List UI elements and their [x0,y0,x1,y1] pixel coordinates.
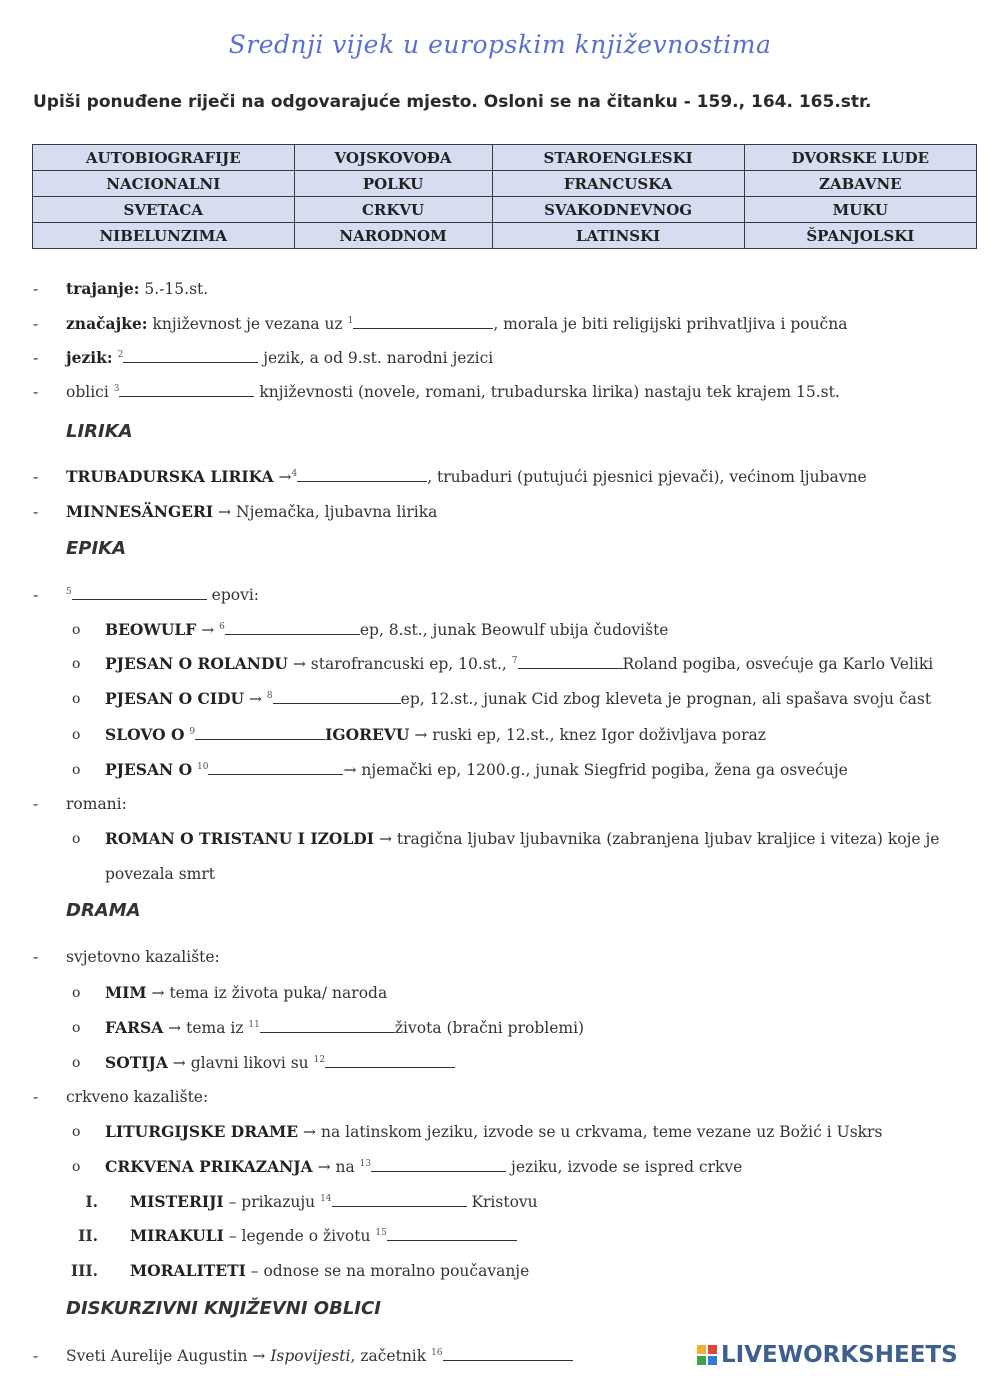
section-heading-diskurzivni: DISKURZIVNI KNJIŽEVNI OBLICI [66,1298,381,1319]
label-mirakuli: MIRAKULI [130,1226,224,1245]
arrow-icon: → [378,830,392,848]
section-heading-epika: EPIKA [66,538,127,559]
bullet-marker: o [72,985,81,1001]
arrow-icon: → [252,1347,266,1365]
text: jeziku, izvode se ispred crkve [506,1158,743,1176]
text: tragična ljubav ljubavnika (zabranjena ljubav kraljice i viteza) koje je [391,830,940,848]
blank-number: 8 [266,690,273,701]
text: , trubaduri (putujući pjesnici pjevači), većinom ljubavne [427,468,867,486]
blank-input-16[interactable] [443,1346,573,1361]
word-bank-cell: CRKVU [294,197,492,223]
blank-number: 10 [197,761,209,772]
dash-marker: - [33,280,39,298]
blank-number: 14 [320,1193,332,1204]
text: ep, 8.st., junak Beowulf ubija čudovište [359,621,669,639]
text: Njemačka, ljubavna lirika [231,503,438,521]
word-bank-row [33,171,977,197]
label-cid: PJESAN O CIDU [105,689,245,708]
bullet-marker: o [72,1159,81,1175]
word-bank-cell: NACIONALNI [33,171,295,197]
section-heading-drama: DRAMA [66,900,141,921]
dash-marker: - [33,503,39,521]
text: jezik, a od 9.st. narodni jezici [258,349,494,367]
logo-mark-icon [697,1345,717,1365]
blank-number: 1 [347,315,354,326]
blank-input-10[interactable] [208,760,343,775]
roman-numeral: I. [85,1192,98,1211]
word-bank-cell: ZABAVNE [744,171,976,197]
text: na latinskom jeziku, izvode se u crkvama, teme vezane uz Božić i Uskrs [316,1123,883,1141]
bullet-marker: o [72,1124,81,1140]
bullet-marker: o [72,831,81,847]
text: književnosti (novele, romani, trubadurska lirika) nastaju tek krajem 15.st. [254,383,840,401]
label-jezik: jezik: [66,348,113,367]
text: života (bračni problemi) [394,1019,585,1037]
text: ep, 12.st., junak Cid zbog kleveta je prognan, ali spašava svoju čast [400,690,932,708]
liveworksheets-logo [697,1340,958,1370]
blank-input-6[interactable] [225,620,360,635]
text: oblici [66,383,114,401]
word-bank-cell: POLKU [294,171,492,197]
label-moraliteti: MORALITETI [130,1261,246,1280]
dash-marker: - [33,315,39,333]
text: svjetovno kazalište: [66,948,220,966]
word-bank-table [32,144,977,249]
arrow-icon: → [278,468,292,486]
arrow-icon: → [172,1054,186,1072]
word-bank-cell: ŠPANJOLSKI [744,223,976,249]
dash-marker: - [33,948,39,966]
blank-input-8[interactable] [273,689,401,704]
bullet-marker: o [72,656,81,672]
blank-number: 11 [248,1019,260,1030]
blank-input-13[interactable] [371,1157,506,1172]
text: crkveno kazalište: [66,1088,209,1106]
word-bank-row [33,197,977,223]
text: ruski ep, 12.st., knez Igor doživljava poraz [427,726,766,744]
blank-input-9[interactable] [195,725,325,740]
text: njemački ep, 1200.g., junak Siegfrid pogiba, žena ga osvećuje [356,761,848,779]
dash-marker: - [33,468,39,486]
arrow-icon: → [414,726,428,744]
blank-number: 4 [291,468,298,479]
word-bank-row [33,223,977,249]
text: glavni likovi su [185,1054,314,1072]
text: – odnose se na moralno poučavanje [245,1262,530,1280]
worksheet-title: Srednji vijek u europskim književnostima [228,30,772,59]
bullet-marker: o [72,622,81,638]
blank-input-11[interactable] [260,1018,395,1033]
text: književnost je vezana uz [147,315,348,333]
label-slovo: SLOVO O [105,725,185,744]
text: 5.-15.st. [139,280,209,298]
blank-number: 15 [375,1227,387,1238]
bullet-marker: o [72,691,81,707]
blank-input-5[interactable] [72,585,207,600]
label-tristan: ROMAN O TRISTANU I IZOLDI [105,829,374,848]
word-bank-cell: AUTOBIOGRAFIJE [33,145,295,171]
blank-number: 6 [219,621,225,632]
word-bank-cell: STAROENGLESKI [492,145,744,171]
dash-marker: - [33,1088,39,1106]
section-heading-lirika: LIRIKA [66,421,133,442]
arrow-icon: → [168,1019,182,1037]
bullet-marker: o [72,762,81,778]
arrow-icon: → [151,984,165,1002]
blank-input-4[interactable] [297,467,427,482]
label-beowulf: BEOWULF [105,620,197,639]
word-bank-row [33,145,977,171]
blank-number: 2 [117,349,124,360]
word-bank-cell: MUKU [744,197,976,223]
word-bank-cell: LATINSKI [492,223,744,249]
text: romani: [66,795,127,813]
label-igorevu: IGOREVU [325,725,410,744]
instructions: Upiši ponuđene riječi na odgovarajuće mjesto. Osloni se na čitanku - 159., 164. 165.str. [33,92,872,112]
label-misteriji: MISTERIJI [130,1192,224,1211]
bullet-marker: o [72,1020,81,1036]
word-bank-cell: NARODNOM [294,223,492,249]
label-mim: MIM [105,983,147,1002]
bullet-marker: o [72,1055,81,1071]
text: Sveti Aurelije Augustin [66,1347,253,1365]
text: tema iz [181,1019,249,1037]
dash-marker: - [33,383,39,401]
word-bank-cell: FRANCUSKA [492,171,744,197]
label-pjesan: PJESAN O [105,760,193,779]
blank-number: 16 [431,1347,443,1358]
arrow-icon: → [218,503,232,521]
blank-input-2[interactable] [123,348,258,363]
blank-input-15[interactable] [387,1226,517,1241]
label-trajanje: trajanje: [66,279,140,298]
text: na [330,1158,360,1176]
arrow-icon: → [292,655,306,673]
dash-marker: - [33,586,39,604]
roman-numeral: II. [78,1226,98,1245]
word-bank-cell: NIBELUNZIMA [33,223,295,249]
arrow-icon: → [317,1158,331,1176]
blank-number: 5 [66,586,72,597]
word-bank-cell: VOJSKOVOĐA [294,145,492,171]
text: epovi: [206,586,260,604]
arrow-icon: → [248,690,262,708]
label-liturgijske: LITURGIJSKE DRAME [105,1122,299,1141]
blank-number: 9 [189,726,196,737]
blank-input-7[interactable] [518,654,623,669]
bullet-marker: o [72,727,81,743]
text: – prikazuju [223,1193,321,1211]
word-bank-cell: SVETACA [33,197,295,223]
label-farsa: FARSA [105,1018,164,1037]
label-minnesangeri: MINNESÄNGERI [66,502,214,521]
text: Kristovu [466,1193,538,1211]
text: , morala je biti religijski prihvatljiva i poučna [493,315,848,333]
text: , začetnik [350,1347,432,1365]
dash-marker: - [33,1347,39,1365]
blank-number: 7 [511,655,518,666]
blank-input-1[interactable] [353,314,493,329]
italic-title: Ispovijesti [270,1347,351,1365]
label-znacajke: značajke: [66,314,148,333]
text: Roland pogiba, osvećuje ga Karlo Veliki [622,655,934,673]
blank-input-12[interactable] [325,1053,455,1068]
word-bank-cell: DVORSKE LUDE [744,145,976,171]
blank-number: 3 [113,383,120,394]
text: – legende o životu [223,1227,376,1245]
label-prikazanja: CRKVENA PRIKAZANJA [105,1157,313,1176]
logo-text: LIVEWORKSHEETS [721,1342,958,1368]
blank-number: 12 [313,1054,326,1065]
blank-number: 13 [359,1158,372,1169]
text: starofrancuski ep, 10.st., [305,655,512,673]
word-bank-cell: SVAKODNEVNOG [492,197,744,223]
blank-input-14[interactable] [332,1192,467,1207]
text: povezala smrt [105,865,216,883]
arrow-icon: → [343,761,357,779]
dash-marker: - [33,795,39,813]
arrow-icon: → [201,621,215,639]
arrow-icon: → [303,1123,317,1141]
text: tema iz života puka/ naroda [164,984,388,1002]
blank-input-3[interactable] [119,382,254,397]
roman-numeral: III. [70,1261,98,1280]
label-roland: PJESAN O ROLANDU [105,654,288,673]
dash-marker: - [33,349,39,367]
label-sotija: SOTIJA [105,1053,168,1072]
label-trubadurska: TRUBADURSKA LIRIKA [66,467,274,486]
